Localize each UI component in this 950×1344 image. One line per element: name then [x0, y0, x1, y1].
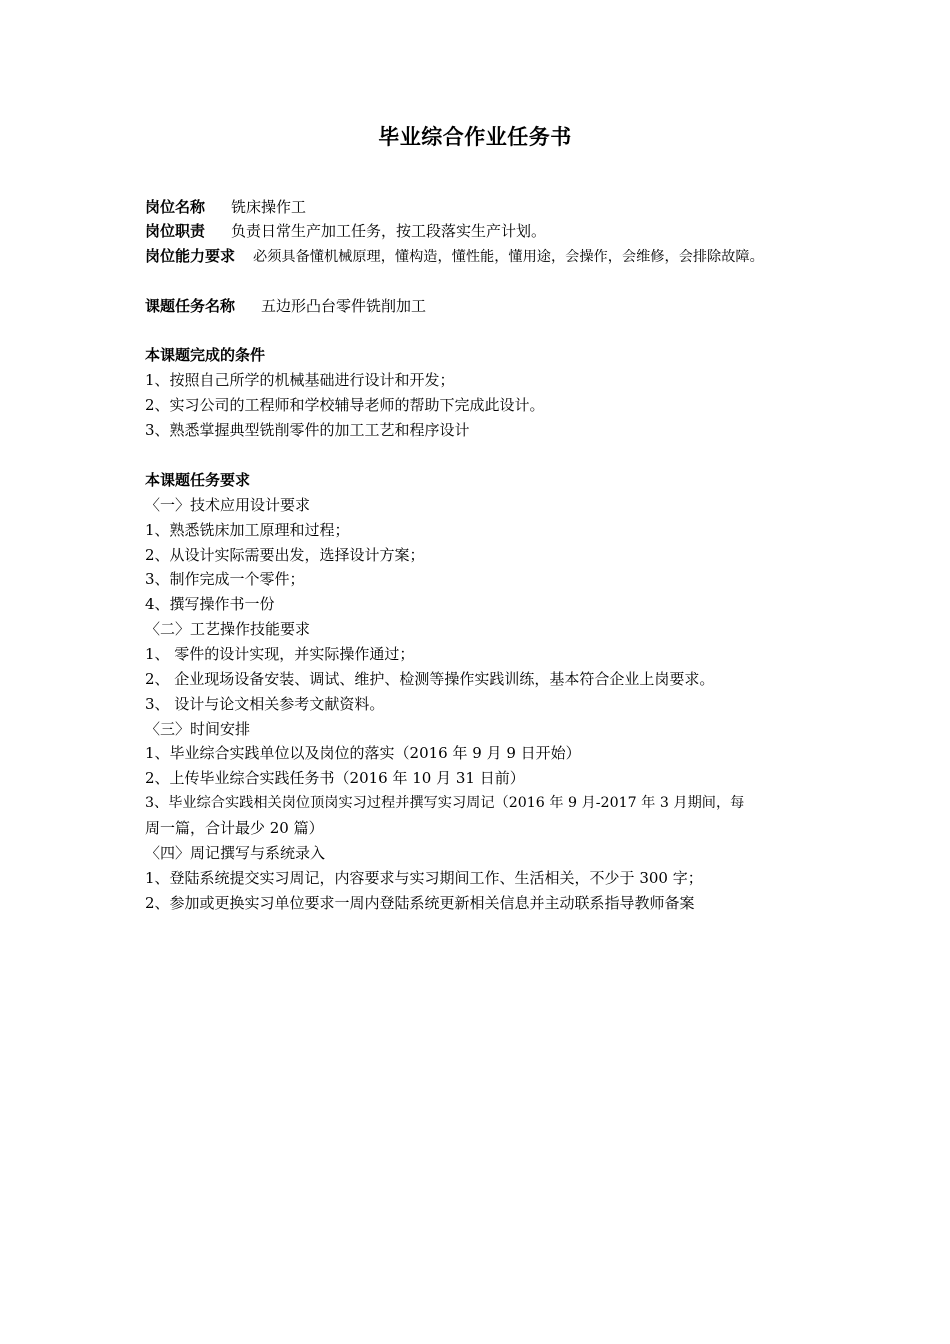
post-ability-row [145, 244, 764, 269]
requirements-heading: 本课题任务要求 [145, 471, 251, 489]
document-title: 毕业综合作业任务书 [378, 125, 572, 149]
section1-item: 2、从设计实际需要出发，选择设计方案； [145, 546, 425, 564]
section1-item: 4、撰写操作书一份 [145, 595, 275, 613]
conditions-item: 2、实习公司的工程师和学校辅导老师的帮助下完成此设计。 [145, 396, 545, 414]
topic-label: 课题任务名称 [145, 297, 236, 315]
post-name-label: 岗位名称 [145, 198, 206, 216]
post-ability-label: 岗位能力要求 [145, 247, 236, 265]
topic-row [145, 294, 426, 319]
post-duty-row [145, 219, 546, 244]
section2-item: 2、 企业现场设备安装、调试、维护、检测等操作实践训练，基本符合企业上岗要求。 [145, 670, 715, 688]
section2-item: 1、 零件的设计实现，并实际操作通过； [145, 645, 415, 663]
conditions-item: 3、熟悉掌握典型铣削零件的加工工艺和程序设计 [145, 421, 470, 439]
section3-item: 2、上传毕业综合实践任务书（2016 年 10 月 31 日前） [145, 769, 525, 787]
section4-item: 2、参加或更换实习单位要求一周内登陆系统更新相关信息并主动联系指导教师备案 [145, 894, 695, 912]
post-duty-value: 负责日常生产加工任务，按工段落实生产计划。 [231, 222, 547, 240]
section3-item-continued: 周一篇，合计最少 20 篇） [145, 819, 324, 837]
section-heading-2: 〈二〉工艺操作技能要求 [145, 620, 311, 638]
section1-item: 1、熟悉铣床加工原理和过程； [145, 521, 350, 539]
section1-item: 3、制作完成一个零件； [145, 570, 305, 588]
section-heading-1: 〈一〉技术应用设计要求 [145, 496, 311, 514]
section-heading-3: 〈三〉时间安排 [145, 720, 251, 738]
conditions-item: 1、按照自己所学的机械基础进行设计和开发； [145, 371, 455, 389]
section-heading-4: 〈四〉周记撰写与系统录入 [145, 844, 326, 862]
section3-item: 3、毕业综合实践相关岗位顶岗实习过程并撰写实习周记（2016 年 9 月-2017 年 3 月期间，每 [145, 795, 745, 811]
topic-value: 五边形凸台零件铣削加工 [261, 297, 427, 315]
section3-item: 1、毕业综合实践单位以及岗位的落实（2016 年 9 月 9 日开始） [145, 744, 581, 762]
post-duty-label: 岗位职责 [145, 222, 206, 240]
section2-item: 3、 设计与论文相关参考文献资料。 [145, 695, 385, 713]
post-name-row [145, 195, 306, 220]
post-ability-value: 必须具备懂机械原理，懂构造，懂性能，懂用途，会操作，会维修，会排除故障。 [253, 249, 764, 265]
conditions-heading: 本课题完成的条件 [145, 346, 266, 364]
post-name-value: 铣床操作工 [231, 198, 307, 216]
section4-item: 1、登陆系统提交实习周记，内容要求与实习期间工作、生活相关，不少于 300 字； [145, 869, 703, 887]
